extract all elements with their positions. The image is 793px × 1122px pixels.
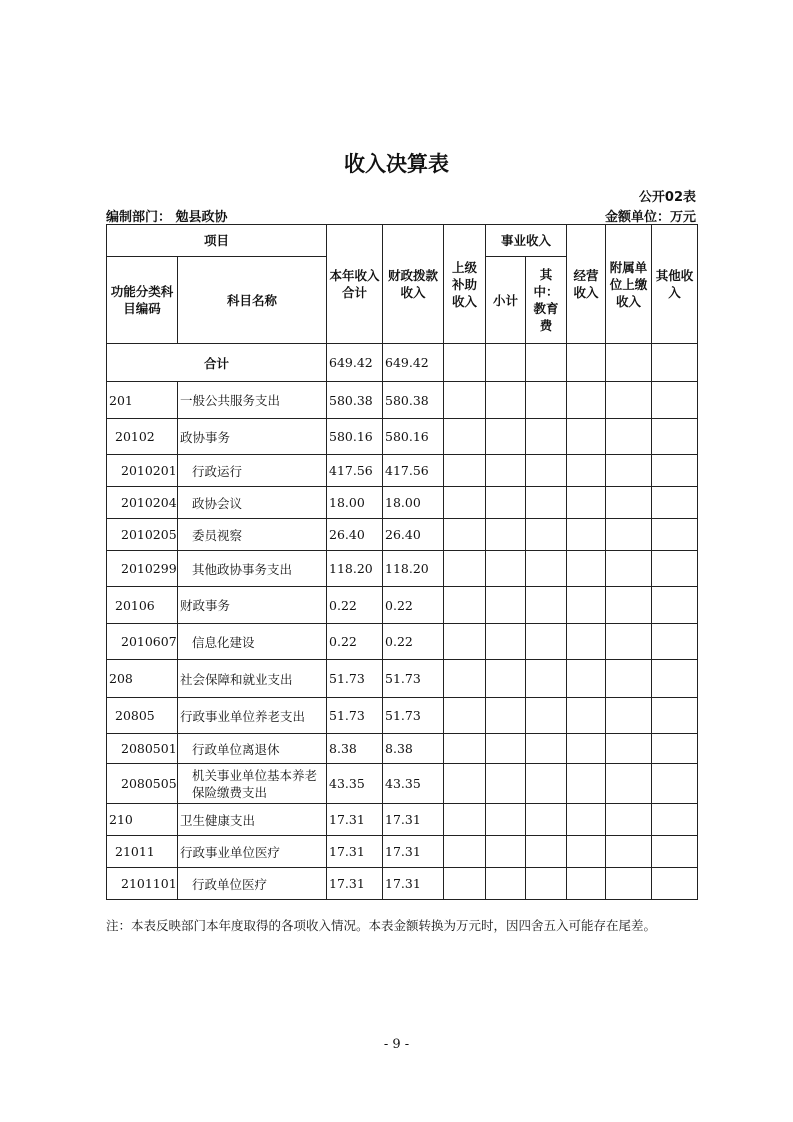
table-row [107,660,698,698]
empty-cell [652,382,698,419]
empty-cell [444,382,486,419]
fiscal-cell: 118.20 [383,551,444,587]
fiscal-cell: 51.73 [383,698,444,734]
total-cell: 17.31 [327,868,383,900]
fiscal-cell: 26.40 [383,519,444,551]
total-cell: 51.73 [327,660,383,698]
total-cell: 18.00 [327,487,383,519]
name-cell: 信息化建设 [178,624,327,660]
table-row [107,455,698,487]
empty-cell [526,487,567,519]
total-cell: 580.16 [327,419,383,455]
empty-cell [486,804,526,836]
empty-cell [486,836,526,868]
table-row [107,519,698,551]
name-cell: 政协事务 [178,419,327,455]
empty-cell [444,487,486,519]
code-cell: 20102 [107,419,178,455]
empty-cell [526,698,567,734]
empty-cell [486,382,526,419]
empty-cell [486,868,526,900]
empty-cell [526,382,567,419]
empty-cell [606,624,652,660]
code-cell: 20106 [107,587,178,624]
empty-cell [526,419,567,455]
name-cell: 一般公共服务支出 [178,382,327,419]
empty-cell [567,804,606,836]
empty-cell [526,660,567,698]
code-cell: 2010607 [107,624,178,660]
empty-cell [526,836,567,868]
total-cell: 43.35 [327,764,383,804]
empty-cell [606,487,652,519]
total-amount: 649.42 [327,344,383,382]
table-row [107,419,698,455]
empty-cell [652,868,698,900]
name-cell: 行政单位医疗 [178,868,327,900]
table-row [107,868,698,900]
empty-cell [606,419,652,455]
department-label: 编制部门： 勉县政协 [106,210,228,225]
empty-cell [652,419,698,455]
empty-cell [567,551,606,587]
page-title: 收入决算表 [344,152,449,176]
empty-cell [652,764,698,804]
empty-cell [444,587,486,624]
total-cell: 580.38 [327,382,383,419]
name-cell: 行政事业单位医疗 [178,836,327,868]
header-code: 功能分类科目编码 [107,257,178,344]
fiscal-cell: 8.38 [383,734,444,764]
table-number: 公开02表 [638,190,696,205]
total-cell: 118.20 [327,551,383,587]
total-cell: 17.31 [327,836,383,868]
empty-cell [486,698,526,734]
empty-cell [652,804,698,836]
empty-cell [486,419,526,455]
fiscal-cell: 580.38 [383,382,444,419]
empty-cell [444,836,486,868]
name-cell: 社会保障和就业支出 [178,660,327,698]
code-cell: 2080505 [107,764,178,804]
empty-cell [526,734,567,764]
total-cell: 26.40 [327,519,383,551]
header-fiscal: 财政拨款收入 [383,225,444,344]
code-cell: 2010204 [107,487,178,519]
empty-cell [526,804,567,836]
header-education: 其中：教育费 [526,257,567,344]
empty-cell [652,698,698,734]
code-cell: 201 [107,382,178,419]
name-cell: 委员视察 [178,519,327,551]
empty-cell [652,660,698,698]
empty-cell [526,624,567,660]
empty-cell [486,519,526,551]
header-item: 项目 [107,225,327,257]
table-row [107,698,698,734]
empty-cell [444,660,486,698]
empty-cell [486,587,526,624]
fiscal-cell: 17.31 [383,804,444,836]
fiscal-cell: 43.35 [383,764,444,804]
empty-cell [444,734,486,764]
table-row [107,764,698,804]
fiscal-cell: 580.16 [383,419,444,455]
table-row [107,804,698,836]
header-subtotal: 小计 [486,257,526,344]
table-row [107,382,698,419]
code-cell: 2010299 [107,551,178,587]
empty-cell [567,419,606,455]
empty-cell [444,624,486,660]
code-cell: 20805 [107,698,178,734]
name-cell: 行政事业单位养老支出 [178,698,327,734]
unit-label: 金额单位：万元 [604,210,696,225]
income-table [106,224,698,900]
table-row [107,836,698,868]
name-cell: 卫生健康支出 [178,804,327,836]
empty-cell [486,764,526,804]
empty-cell [606,587,652,624]
empty-cell [486,551,526,587]
code-cell: 208 [107,660,178,698]
code-cell: 2010205 [107,519,178,551]
header-operating: 经营收入 [567,225,606,344]
empty-cell [606,382,652,419]
fiscal-cell: 417.56 [383,455,444,487]
empty-cell [606,764,652,804]
name-cell: 财政事务 [178,587,327,624]
fiscal-cell: 0.22 [383,624,444,660]
name-cell: 行政运行 [178,455,327,487]
header-other: 其他收入 [652,225,698,344]
empty-cell [606,698,652,734]
empty-cell [486,487,526,519]
empty-cell [567,836,606,868]
empty-cell [567,587,606,624]
empty-cell [486,455,526,487]
empty-cell [567,382,606,419]
empty-cell [567,734,606,764]
empty-cell [652,734,698,764]
empty-cell [606,455,652,487]
empty-cell [526,868,567,900]
empty-cell [526,764,567,804]
empty-cell [486,734,526,764]
empty-cell [606,804,652,836]
name-cell: 其他政协事务支出 [178,551,327,587]
empty-cell [486,624,526,660]
total-cell: 417.56 [327,455,383,487]
empty-cell [526,455,567,487]
empty-cell [444,764,486,804]
empty-cell [606,734,652,764]
header-affiliated: 附属单位上缴收入 [606,225,652,344]
empty-cell [606,519,652,551]
total-cell: 0.22 [327,624,383,660]
total-row [107,344,698,382]
empty-cell [567,868,606,900]
table-row [107,624,698,660]
header-total: 本年收入合计 [327,225,383,344]
code-cell: 2101101 [107,868,178,900]
fiscal-cell: 18.00 [383,487,444,519]
empty-cell [526,519,567,551]
empty-cell [652,487,698,519]
header-business: 事业收入 [486,225,567,257]
empty-cell [652,624,698,660]
total-label: 合计 [107,344,327,382]
total-cell: 17.31 [327,804,383,836]
code-cell: 210 [107,804,178,836]
fiscal-cell: 51.73 [383,660,444,698]
code-cell: 21011 [107,836,178,868]
table-row [107,734,698,764]
empty-cell [567,660,606,698]
total-fiscal: 649.42 [383,344,444,382]
empty-cell [606,551,652,587]
empty-cell [526,551,567,587]
empty-cell [444,868,486,900]
total-cell: 51.73 [327,698,383,734]
empty-cell [526,587,567,624]
fiscal-cell: 17.31 [383,868,444,900]
empty-cell [486,660,526,698]
name-cell: 政协会议 [178,487,327,519]
page-number: - 9 - [383,1037,410,1052]
empty-cell [444,551,486,587]
empty-cell [652,551,698,587]
empty-cell [652,836,698,868]
empty-cell [567,624,606,660]
footnote: 注：本表反映部门本年度取得的各项收入情况。本表金额转换为万元时，因四舍五入可能存在尾差。 [106,918,657,933]
fiscal-cell: 0.22 [383,587,444,624]
empty-cell [652,455,698,487]
empty-cell [444,698,486,734]
total-cell: 0.22 [327,587,383,624]
name-cell: 机关事业单位基本养老保险缴费支出 [178,764,327,804]
empty-cell [567,455,606,487]
fiscal-cell: 17.31 [383,836,444,868]
table-row [107,551,698,587]
empty-cell [444,804,486,836]
name-cell: 行政单位离退休 [178,734,327,764]
empty-cell [444,455,486,487]
empty-cell [606,836,652,868]
table-row [107,487,698,519]
header-superior: 上级补助收入 [444,225,486,344]
empty-cell [444,419,486,455]
empty-cell [567,519,606,551]
empty-cell [652,519,698,551]
total-cell: 8.38 [327,734,383,764]
code-cell: 2080501 [107,734,178,764]
empty-cell [652,587,698,624]
header-name: 科目名称 [178,257,327,344]
empty-cell [567,764,606,804]
empty-cell [567,698,606,734]
table-row [107,587,698,624]
empty-cell [606,660,652,698]
code-cell: 2010201 [107,455,178,487]
empty-cell [567,487,606,519]
empty-cell [444,519,486,551]
empty-cell [606,868,652,900]
